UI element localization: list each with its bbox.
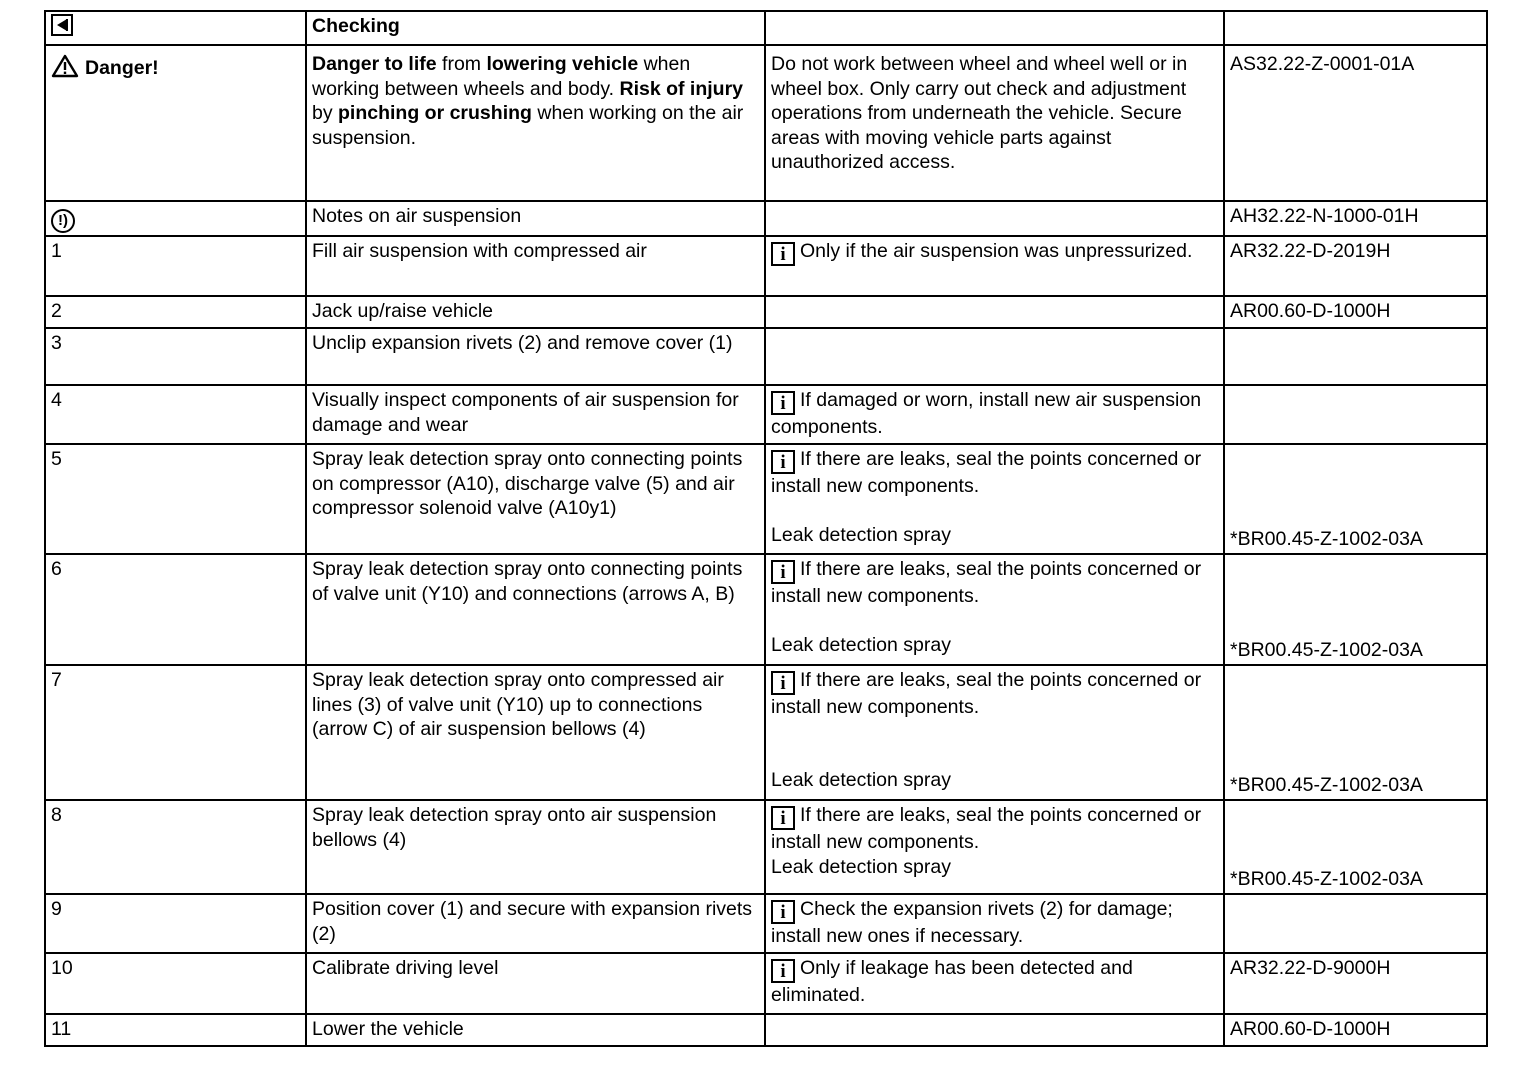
step-number: 9 — [45, 894, 306, 953]
step-number: 3 — [45, 328, 306, 385]
step-row — [45, 385, 1487, 444]
step-text: Lower the vehicle — [306, 1014, 765, 1046]
step-ref[interactable]: AR32.22-D-9000H — [1224, 953, 1487, 1014]
step-number: 5 — [45, 444, 306, 554]
step-ref[interactable]: AR00.60-D-1000H — [1224, 296, 1487, 328]
step-material: Leak detection spray — [771, 523, 951, 546]
step-material: Leak detection spray — [771, 855, 951, 878]
step-text: Visually inspect components of air suspension for damage and wear — [306, 385, 765, 444]
warning-triangle-icon — [51, 54, 79, 78]
step-text: Calibrate driving level — [306, 953, 765, 1014]
procedure-table — [44, 10, 1488, 1047]
note-icon: !) — [51, 209, 75, 233]
step-ref[interactable]: AR00.60-D-1000H — [1224, 1014, 1487, 1046]
note-row — [45, 201, 1487, 236]
step-info: If there are leaks, seal the points concerned or install new components. — [771, 804, 1202, 853]
danger-ref[interactable]: AS32.22-Z-0001-01A — [1224, 45, 1487, 201]
step-info: If there are leaks, seal the points concerned or install new components. — [771, 669, 1202, 718]
back-cell[interactable] — [45, 11, 306, 45]
step-text: Spray leak detection spray onto air suspension bellows (4) — [306, 800, 765, 894]
step-text: Fill air suspension with compressed air — [306, 236, 765, 296]
step-text: Spray leak detection spray onto connecting points of valve unit (Y10) and connections (arrows A, B) — [306, 554, 765, 665]
step-ref[interactable]: *BR00.45-Z-1002-03A — [1230, 867, 1423, 890]
step-number: 6 — [45, 554, 306, 665]
danger-action: Do not work between wheel and wheel well or in wheel box. Only carry out check and adjustment operations from underneath the vehicle. Secure areas with moving vehicle parts against unauthorized access. — [765, 45, 1224, 201]
step-row — [45, 894, 1487, 953]
info-icon: i — [771, 671, 795, 695]
back-arrow-icon[interactable] — [51, 14, 73, 36]
step-row — [45, 554, 1487, 665]
danger-description: Danger to life from lowering vehicle when working between wheels and body. Risk of injury by pinching or crushing when working on the air suspension. — [306, 45, 765, 201]
step-ref[interactable]: AR32.22-D-2019H — [1224, 236, 1487, 296]
step-material: Leak detection spray — [771, 768, 951, 791]
step-row — [45, 328, 1487, 385]
step-row — [45, 1014, 1487, 1046]
step-row — [45, 296, 1487, 328]
step-text: Unclip expansion rivets (2) and remove cover (1) — [306, 328, 765, 385]
step-info: Only if leakage has been detected and eliminated. — [771, 957, 1133, 1006]
step-info: If damaged or worn, install new air suspension components. — [771, 389, 1202, 438]
step-row — [45, 953, 1487, 1014]
step-number: 8 — [45, 800, 306, 894]
note-text: Notes on air suspension — [306, 201, 765, 236]
header-row — [45, 11, 1487, 45]
step-ref[interactable]: *BR00.45-Z-1002-03A — [1230, 638, 1423, 661]
step-row — [45, 800, 1487, 894]
info-icon: i — [771, 242, 795, 266]
info-icon: i — [771, 560, 795, 584]
step-number: 1 — [45, 236, 306, 296]
info-icon: i — [771, 391, 795, 415]
step-number: 7 — [45, 665, 306, 800]
note-ref[interactable]: AH32.22-N-1000-01H — [1224, 201, 1487, 236]
step-row — [45, 444, 1487, 554]
step-info: Only if the air suspension was unpressurized. — [800, 240, 1193, 262]
step-material: Leak detection spray — [771, 633, 951, 656]
step-row — [45, 665, 1487, 800]
section-title: Checking — [306, 11, 765, 45]
step-info: If there are leaks, seal the points concerned or install new components. — [771, 558, 1202, 607]
step-row — [45, 236, 1487, 296]
step-number: 10 — [45, 953, 306, 1014]
step-info: Check the expansion rivets (2) for damage; install new ones if necessary. — [771, 898, 1173, 947]
step-number: 2 — [45, 296, 306, 328]
step-text: Position cover (1) and secure with expansion rivets (2) — [306, 894, 765, 953]
info-icon: i — [771, 806, 795, 830]
step-ref[interactable]: *BR00.45-Z-1002-03A — [1230, 527, 1423, 550]
danger-row — [45, 45, 1487, 201]
danger-label: Danger! — [85, 57, 159, 79]
step-number: 4 — [45, 385, 306, 444]
step-text: Jack up/raise vehicle — [306, 296, 765, 328]
step-text: Spray leak detection spray onto connecting points on compressor (A10), discharge valve (5) and air compressor solenoid valve (A10y1) — [306, 444, 765, 554]
info-icon: i — [771, 959, 795, 983]
step-info: If there are leaks, seal the points concerned or install new components. — [771, 448, 1202, 497]
step-number: 11 — [45, 1014, 306, 1046]
info-icon: i — [771, 450, 795, 474]
info-icon: i — [771, 900, 795, 924]
step-text: Spray leak detection spray onto compressed air lines (3) of valve unit (Y10) up to connections (arrow C) of air suspension bellows (4) — [306, 665, 765, 800]
step-ref[interactable]: *BR00.45-Z-1002-03A — [1230, 773, 1423, 796]
